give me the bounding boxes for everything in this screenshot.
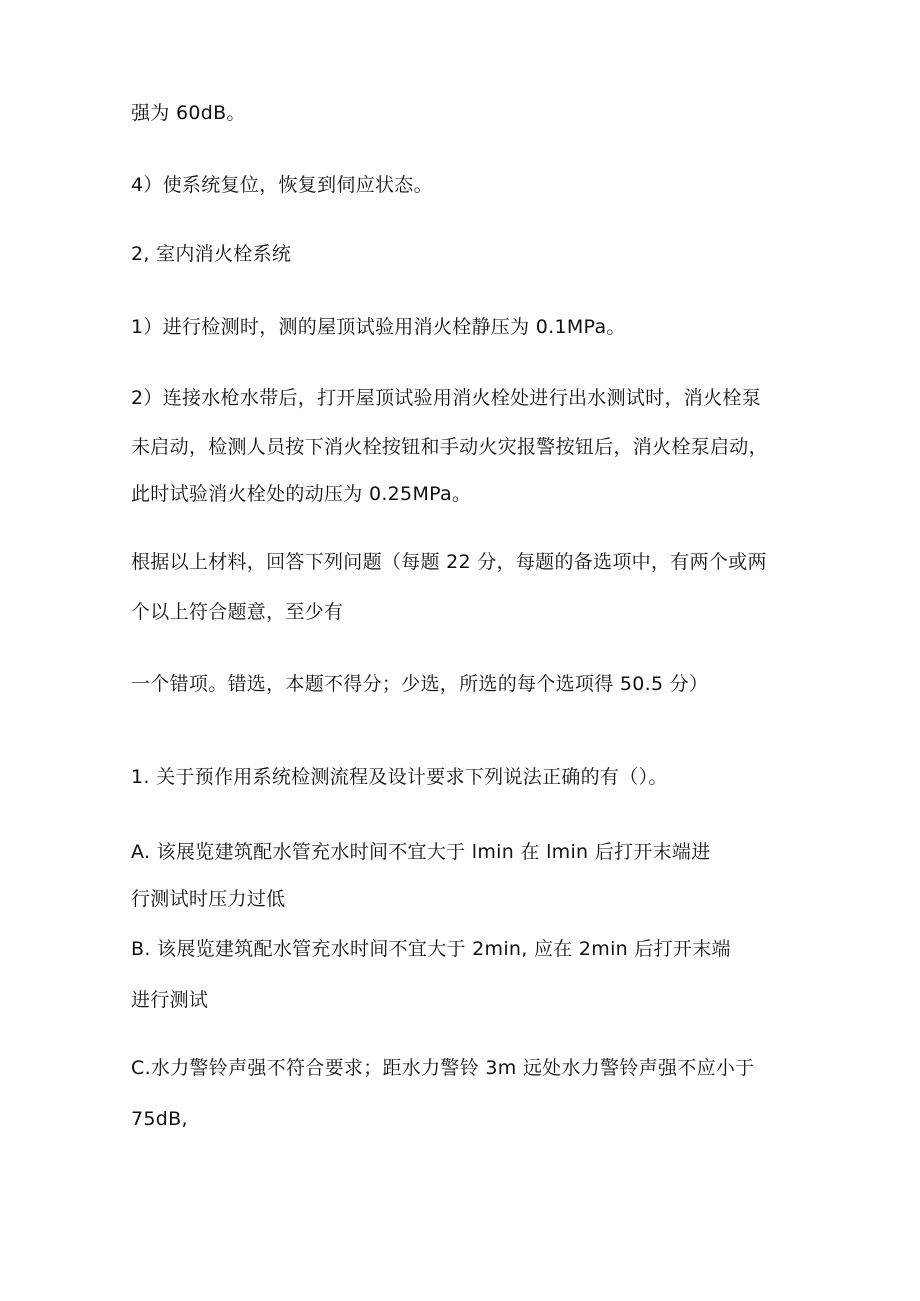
text-line-dynamic-pressure: 此时试验消火栓处的动压为 0.25MPa。: [131, 483, 472, 505]
section-heading-indoor-hydrant: 2, 室内消火栓系统: [131, 243, 292, 265]
option-c-cont: 75dB,: [131, 1108, 188, 1130]
text-line-pump-start: 未启动，检测人员按下消火栓按钮和手动火灾报警按钮后，消火栓泵启动，: [131, 436, 768, 458]
text-line-reset-system: 4）使系统复位，恢复到伺应状态。: [131, 174, 433, 196]
option-b: B. 该展览建筑配水管充水时间不宜大于 2min, 应在 2min 后打开末端: [131, 938, 731, 960]
text-line-instructions: 根据以上材料，回答下列问题（每题 22 分，每题的备选项中，有两个或两: [131, 551, 767, 573]
text-line-instructions-cont: 个以上符合题意，至少有: [131, 601, 344, 623]
text-line-hose-test: 2）连接水枪水带后，打开屋顶试验用消火栓处进行出水测试时，消火栓泵: [131, 387, 761, 409]
option-a-cont: 行测试时压力过低: [131, 888, 286, 910]
option-b-cont: 进行测试: [131, 989, 209, 1011]
option-a: A. 该展览建筑配水管充水时间不宜大于 lmin 在 lmin 后打开末端进: [131, 841, 711, 863]
text-line-sound-60db: 强为 60dB。: [131, 102, 246, 124]
text-line-scoring-rule: 一个错项。错选，本题不得分；少选，所选的每个选项得 50.5 分）: [131, 673, 709, 695]
question-1-stem: 1. 关于预作用系统检测流程及设计要求下列说法正确的有（）。: [131, 766, 668, 788]
text-line-static-pressure: 1）进行检测时，测的屋顶试验用消火栓静压为 0.1MPa。: [131, 316, 626, 338]
option-c: C.水力警铃声强不符合要求；距水力警铃 3m 远处水力警铃声强不应小于: [131, 1057, 755, 1079]
